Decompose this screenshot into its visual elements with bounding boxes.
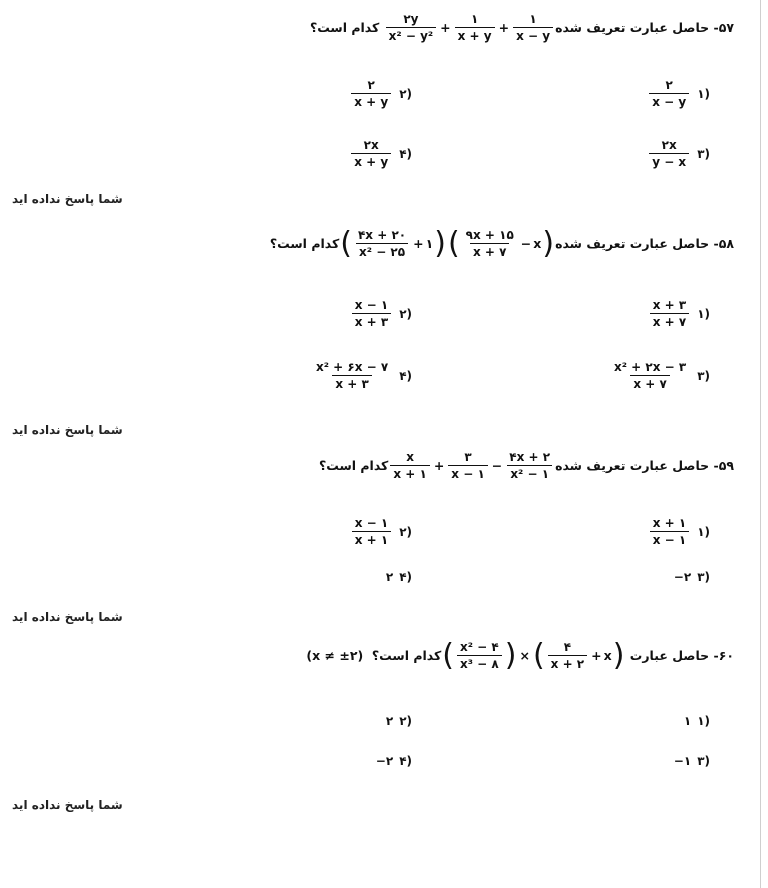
option-2[interactable]: (۲ $\frac{۲}{x + y}$: [349, 78, 412, 109]
question-prefix: حاصل عبارت تعریف شده: [555, 458, 710, 473]
fraction: $\frac{۱}{x + y}$: [455, 12, 495, 43]
unanswered-note: شما پاسخ نداده اید: [12, 798, 123, 812]
option-2[interactable]: (۲ $\frac{x - ۱}{x + ۱}$: [350, 516, 412, 547]
option-2[interactable]: (۲ $\frac{x - ۱}{x + ۳}$: [350, 298, 412, 329]
option-4[interactable]: (۴ $\frac{\text{x² + ۶x − ۷}}{x + ۳}$: [315, 360, 412, 391]
question-58-stem: ۵۸- حاصل عبارت تعریف شده ( x − $\frac{۹x + ۱۵}{x + ۷}$ ) ( ۱ + $\frac{۴x + ۲۰}{\text{x² − ۲۵}}$ ) کدام است؟: [269, 225, 734, 261]
fraction: $\frac{۴x + ۲}{\text{x² − ۱}}$: [509, 450, 551, 481]
question-number: ۵۹-: [713, 458, 734, 473]
unanswered-note: شما پاسخ نداده اید: [12, 423, 123, 437]
fraction: $\frac{۴}{x + ۲}$: [548, 640, 587, 671]
fraction: $\frac{\text{x² − ۴}}{\text{x³ − ۸}}$: [457, 640, 502, 671]
question-59-stem: ۵۹- حاصل عبارت تعریف شده $\frac{۴x + ۲}{\text{x² − ۱}}$ − $\frac{۳}{x - ۱}$ + $\frac{x}{x + ۱}$ کدام است؟: [318, 450, 734, 481]
option-4[interactable]: (۴ $\frac{۲x}{x + y}$: [349, 138, 412, 169]
option-1[interactable]: (۱ ۱: [683, 714, 710, 728]
question-prefix: حاصل عبارت تعریف شده: [555, 236, 710, 251]
option-3[interactable]: (۳ −۲: [673, 570, 710, 584]
option-3[interactable]: (۳ −۱: [673, 754, 710, 768]
option-1[interactable]: (۱ $\frac{۲}{x - y}$: [647, 78, 710, 109]
option-4[interactable]: (۴ −۲: [375, 754, 412, 768]
question-prefix: حاصل عبارت: [629, 648, 710, 663]
option-4[interactable]: (۴ ۲: [385, 570, 412, 584]
fraction: $\frac{۹x + ۱۵}{x + ۷}$: [465, 228, 514, 259]
option-3[interactable]: (۳ $\frac{\text{x² + ۲x − ۳}}{x + ۷}$: [613, 360, 710, 391]
question-number: ۵۷-: [713, 20, 734, 35]
question-suffix: کدام است؟: [269, 236, 340, 251]
condition: (x ≠ ±۲): [306, 648, 364, 663]
option-2[interactable]: (۲ ۲: [385, 714, 412, 728]
question-60-stem: ۶۰- حاصل عبارت ( x + $\frac{۴}{x + ۲}$ ) × ( $\frac{\text{x² − ۴}}{\text{x³ − ۸}}$ ) کدام است؟ (x ≠ ±۲): [306, 637, 734, 673]
question-number: ۶۰-: [713, 648, 734, 663]
question-57-stem: ۵۷- حاصل عبارت تعریف شده $\frac{۱}{x - y}$ + $\frac{۱}{x + y}$ + $\frac{۲y}{\text{x² − y²}}$ کدام است؟: [309, 12, 734, 43]
question-suffix: کدام است؟: [318, 458, 389, 473]
question-suffix: کدام است؟: [371, 648, 442, 663]
question-suffix: کدام است؟: [309, 20, 380, 35]
fraction: $\frac{۴x + ۲۰}{\text{x² − ۲۵}}$: [357, 228, 407, 259]
fraction: $\frac{۱}{x - y}$: [513, 12, 553, 43]
fraction: $\frac{۳}{x - ۱}$: [448, 450, 487, 481]
option-3[interactable]: (۳ $\frac{۲x}{y - x}$: [647, 138, 710, 169]
fraction: $\frac{x}{x + ۱}$: [390, 450, 429, 481]
fraction: $\frac{۲y}{\text{x² − y²}}$: [386, 12, 436, 43]
question-number: ۵۸-: [713, 236, 734, 251]
unanswered-note: شما پاسخ نداده اید: [12, 192, 123, 206]
question-prefix: حاصل عبارت تعریف شده: [555, 20, 710, 35]
unanswered-note: شما پاسخ نداده اید: [12, 610, 123, 624]
option-1[interactable]: (۱ $\frac{x + ۳}{x + ۷}$: [648, 298, 710, 329]
option-1[interactable]: (۱ $\frac{x + ۱}{x - ۱}$: [648, 516, 710, 547]
